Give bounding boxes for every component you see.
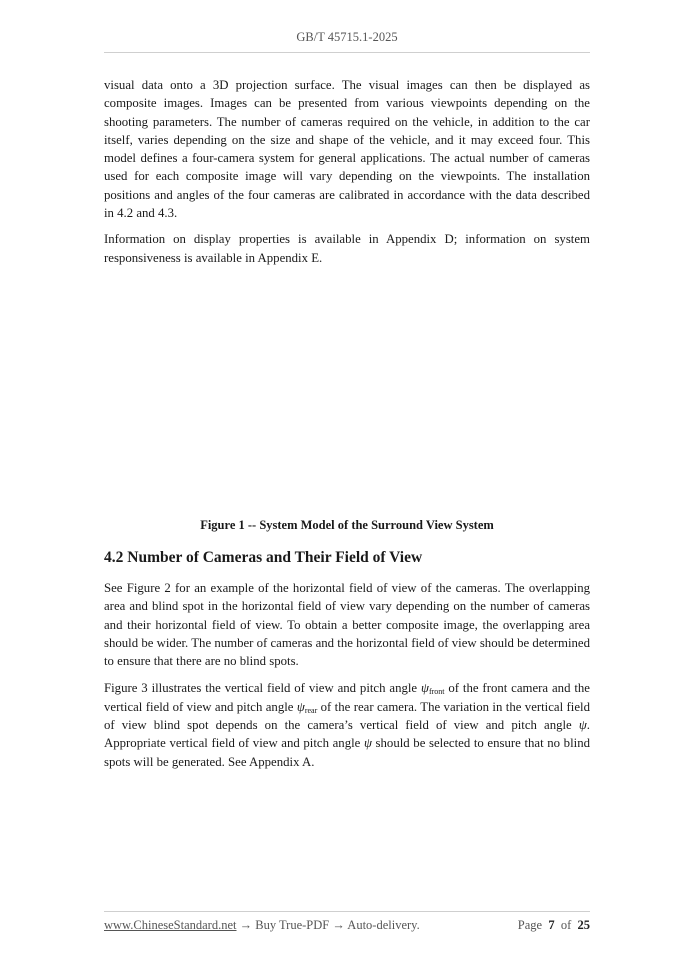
section-heading: 4.2 Number of Cameras and Their Field of View bbox=[104, 548, 423, 566]
paragraph-3: See Figure 2 for an example of the horizontal field of view of the cameras. The overlapping area and blind spot in the horizontal field of view vary depending on the number of cameras and their horizontal field of view. To obtain a better composite image, the overlapping area should be wider. The number of cameras and the horizontal field of view should be determined to ensure that there are no blind spots. bbox=[104, 580, 590, 669]
page-header: GB/T 45715.1-2025 bbox=[296, 30, 398, 44]
site-link[interactable]: www.ChineseStandard.net bbox=[104, 918, 237, 932]
paragraph-4: Figure 3 illustrates the vertical field of view and pitch angle $\psi_{front}$ of the front camera and the vertical field of view and pitch angle $\psi_{rear}$ of the rear camera. The variation in the vertical field of view blind spot depends on the camera’s vertical field of view and pitch angle ψ. Appropriate vertical field of view and pitch angle ψ should be selected to ensure that no blind spots will be generated. See Appendix A. bbox=[104, 681, 590, 769]
arrow-icon: → bbox=[239, 918, 253, 932]
figure-1-area bbox=[104, 267, 590, 516]
header-divider bbox=[104, 52, 590, 53]
footer-divider bbox=[104, 911, 590, 912]
page-number: Page 7 of 25 bbox=[517, 918, 590, 932]
arrow-icon: → bbox=[332, 918, 345, 932]
footer-promo: www.ChineseStandard.net → Buy True-PDF → Auto-delivery. bbox=[104, 918, 420, 932]
paragraph-1: visual data onto a 3D projection surface. The visual images can then be displayed as composite images. Images can be presented from various viewpoints depending on the shooting parameters. The number of cameras required on the vehicle, in addition to the car itself, varies depending on the size and shape of the vehicle, and it may exceed four. This model defines a four-camera system for general applications. The actual number of cameras used for each composite image will vary depending on the viewpoints. The installation positions and angles of the four cameras are calibrated in accordance with the data described in 4.2 and 4.3. bbox=[104, 78, 590, 221]
paragraph-2: Information on display properties is available in Appendix D; information on system responsiveness is available in Appendix E. bbox=[104, 232, 590, 265]
figure-caption: Figure 1 -- System Model of the Surround View System bbox=[200, 517, 494, 532]
page-footer bbox=[104, 918, 590, 933]
page-body bbox=[104, 76, 590, 771]
